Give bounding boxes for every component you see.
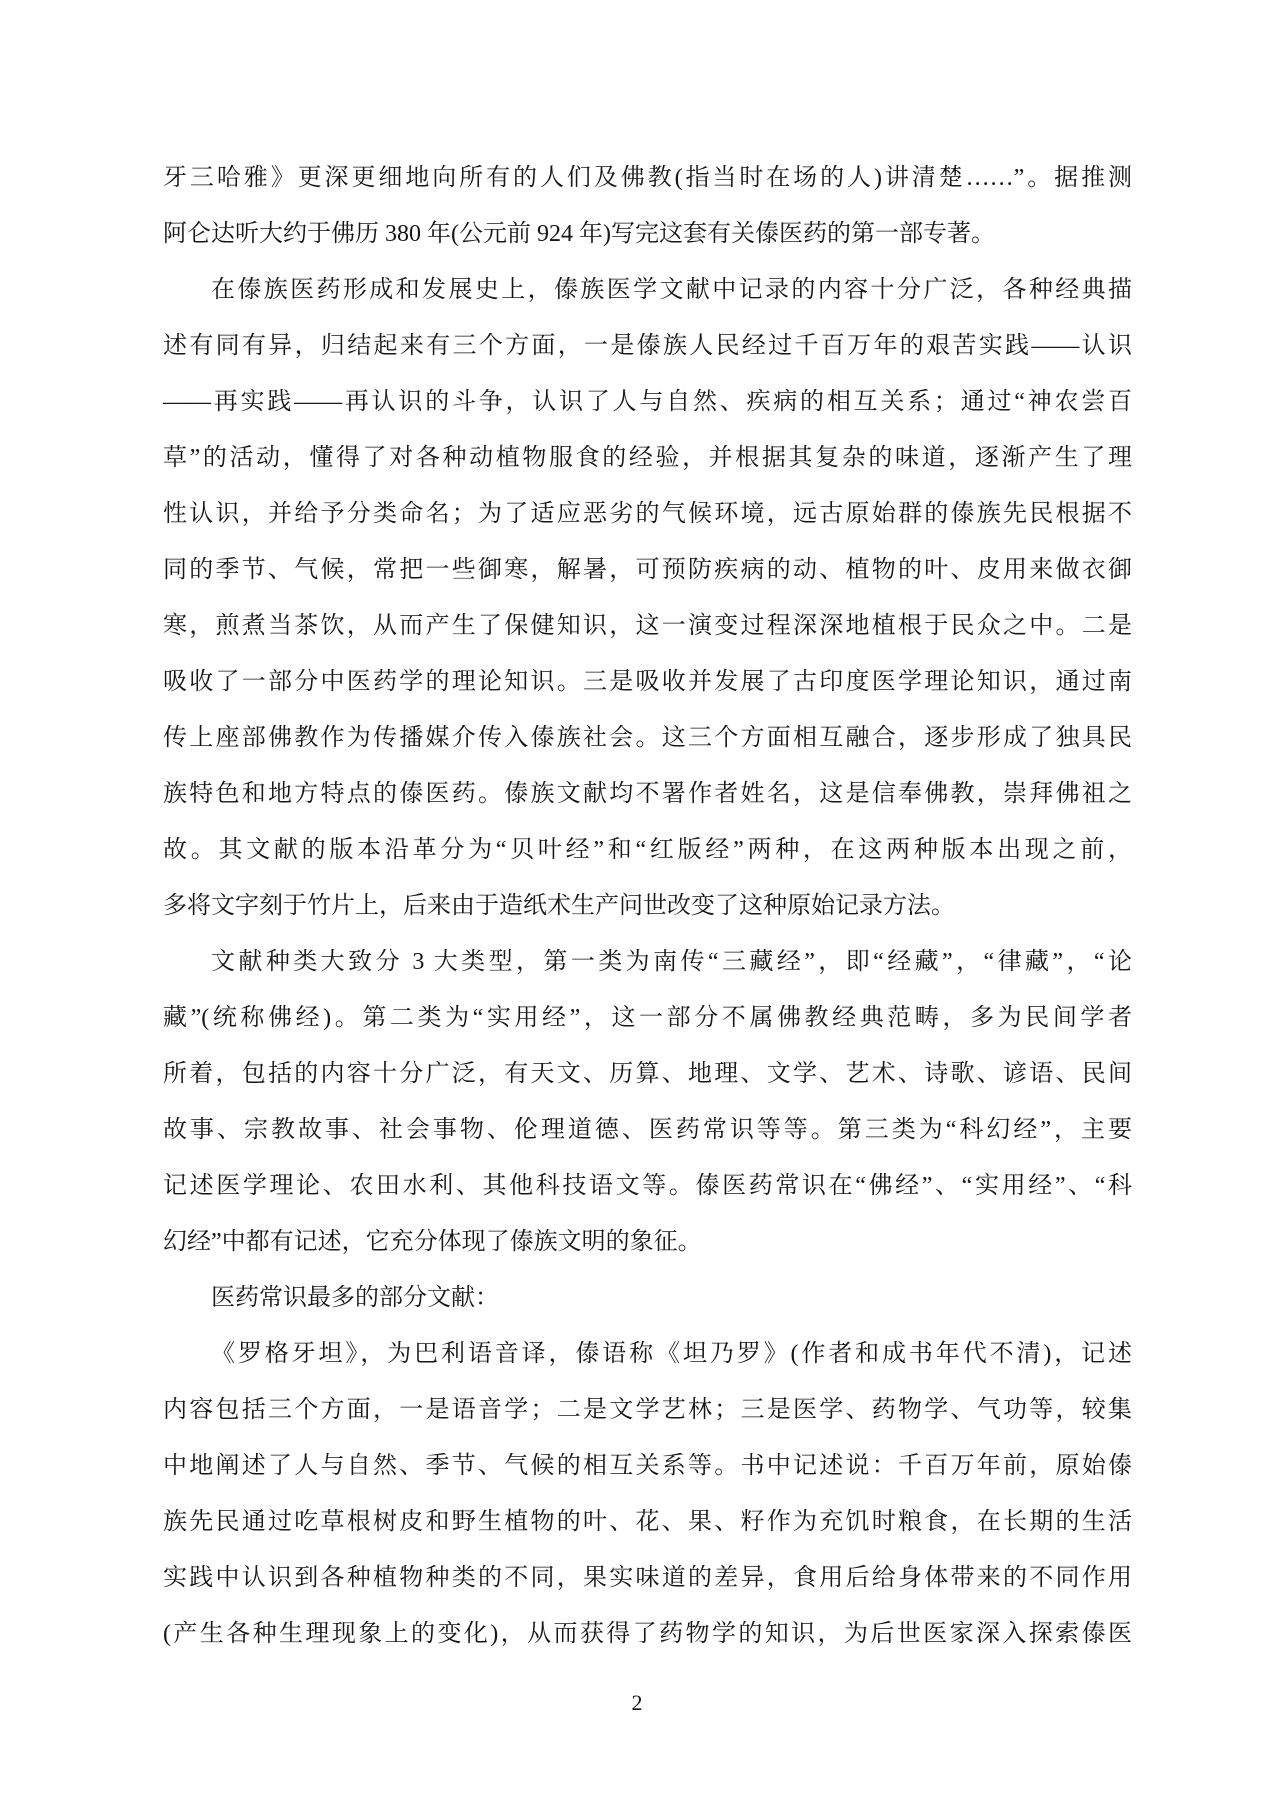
- text-line: 牙三哈雅》更深更细地向所有的人们及佛教(指当时在场的人)讲清楚……”。据推测: [163, 165, 1132, 191]
- text-line: 草”的活动，懂得了对各种动植物服食的经验，并根据其复杂的味道，逐渐产生了理: [163, 445, 1132, 471]
- document-body: [163, 150, 1132, 1662]
- text-line: 性认识，并给予分类命名；为了适应恶劣的气候环境，远古原始群的傣族先民根据不: [163, 501, 1132, 527]
- text-line: 记述医学理论、农田水利、其他科技语文等。傣医药常识在“佛经”、“实用经”、“科: [163, 1173, 1132, 1199]
- text-line: 阿仑达听大约于佛历 380 年(公元前 924 年)写完这套有关傣医药的第一部专著。: [163, 221, 995, 247]
- page-number: 2: [631, 1690, 643, 1715]
- text-line: 内容包括三个方面，一是语音学；二是文学艺林；三是医学、药物学、气功等，较集: [163, 1397, 1132, 1423]
- text-line: 所着，包括的内容十分广泛，有天文、历算、地理、文学、艺术、诗歌、谚语、民间: [163, 1061, 1132, 1087]
- text-line: 文献种类大致分 3 大类型，第一类为南传“三藏经”，即“经藏”，“律藏”，“论: [211, 949, 1132, 975]
- text-line: 幻经”中都有记述，它充分体现了傣族文明的象征。: [163, 1229, 702, 1255]
- text-line: 吸收了一部分中医药学的理论知识。三是吸收并发展了古印度医学理论知识，通过南: [163, 669, 1132, 695]
- text-line: 多将文字刻于竹片上，后来由于造纸术生产问世改变了这种原始记录方法。: [163, 893, 955, 919]
- text-line: 传上座部佛教作为传播媒介传入傣族社会。这三个方面相互融合，逐步形成了独具民: [163, 725, 1132, 751]
- text-line: 藏”(统称佛经)。第二类为“实用经”，这一部分不属佛教经典范畴，多为民间学者: [163, 1005, 1132, 1031]
- text-line: 族先民通过吃草根树皮和野生植物的叶、花、果、籽作为充饥时粮食，在长期的生活: [163, 1509, 1132, 1535]
- text-line: 在傣族医药形成和发展史上，傣族医学文献中记录的内容十分广泛，各种经典描: [211, 277, 1132, 303]
- paragraph: [163, 1326, 1132, 1662]
- text-line: (产生各种生理现象上的变化)，从而获得了药物学的知识，为后世医家深入探索傣医: [163, 1621, 1132, 1647]
- text-line: 中地阐述了人与自然、季节、气候的相互关系等。书中记述说：千百万年前，原始傣: [163, 1453, 1132, 1479]
- text-line: 同的季节、气候，常把一些御寒，解暑，可预防疾病的动、植物的叶、皮用来做衣御: [163, 557, 1132, 583]
- text-line: 族特色和地方特点的傣医药。傣族文献均不署作者姓名，这是信奉佛教，崇拜佛祖之: [163, 781, 1132, 807]
- text-line: 故事、宗教故事、社会事物、伦理道德、医药常识等等。第三类为“科幻经”，主要: [163, 1117, 1132, 1143]
- text-line: 述有同有异，归结起来有三个方面，一是傣族人民经过千百万年的艰苦实践——认识: [163, 333, 1132, 359]
- paragraph: [163, 262, 1132, 934]
- text-line: 《罗格牙坦》，为巴利语音译，傣语称《坦乃罗》(作者和成书年代不清)，记述: [211, 1341, 1132, 1367]
- text-line: 实践中认识到各种植物种类的不同，果实味道的差异，食用后给身体带来的不同作用: [163, 1565, 1132, 1591]
- text-line: 故。其文献的版本沿革分为“贝叶经”和“红版经”两种，在这两种版本出现之前，: [163, 837, 1132, 863]
- text-line: ——再实践——再认识的斗争，认识了人与自然、疾病的相互关系；通过“神农尝百: [163, 389, 1132, 415]
- paragraph: [163, 150, 1132, 262]
- text-line: 寒，煎煮当茶饮，从而产生了保健知识，这一演变过程深深地植根于民众之中。二是: [163, 613, 1132, 639]
- paragraph: [163, 1270, 1132, 1326]
- text-line: 医药常识最多的部分文献：: [211, 1285, 499, 1311]
- paragraph: [163, 934, 1132, 1270]
